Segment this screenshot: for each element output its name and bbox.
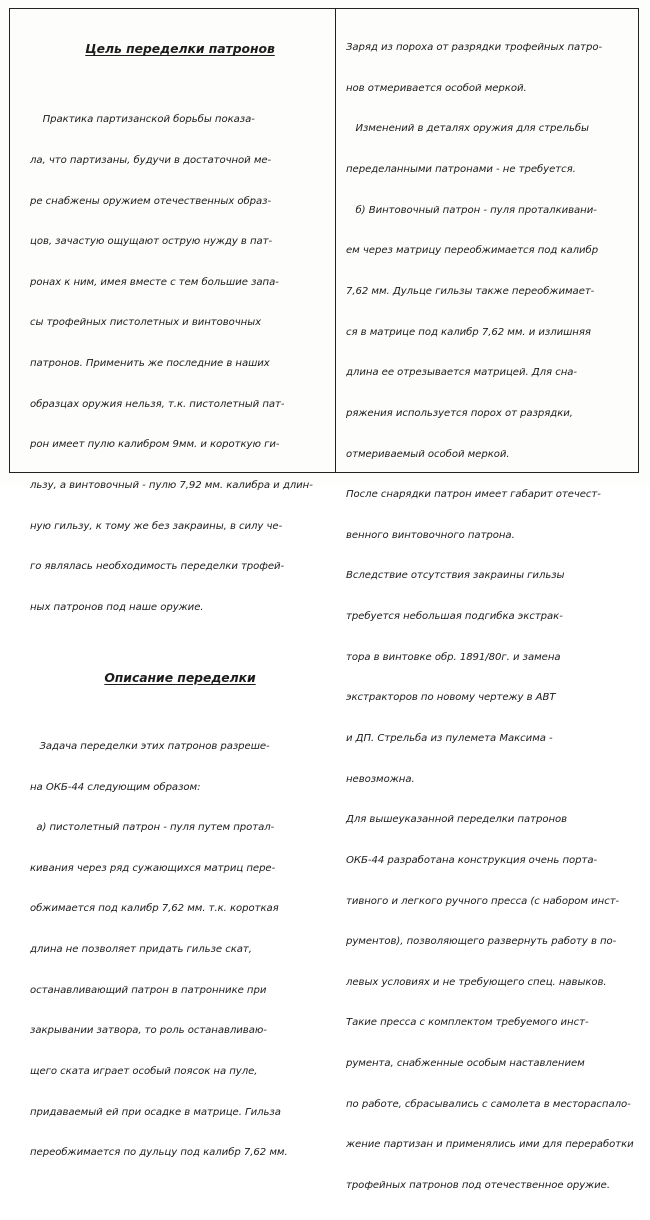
text-line: тора в винтовке обр. 1891/80г. и замена <box>346 651 561 663</box>
text-line: ся в матрице под калибр 7,62 мм. и излишняя <box>346 326 591 338</box>
text-line: Задача переделки этих патронов разреше- <box>30 740 270 752</box>
text-line: Изменений в деталях оружия для стрельбы <box>346 123 589 135</box>
text-line: обжимается под калибр 7,62 мм. т.к. короткая <box>30 903 279 915</box>
text-line: образцах оружия нельзя, т.к. пистолетный пат- <box>30 398 285 410</box>
text-line: жение партизан и применялись ими для переработки <box>346 1139 634 1151</box>
text-line: требуется небольшая подгибка экстрак- <box>346 611 563 623</box>
goal-paragraph <box>30 86 330 641</box>
text-line: и ДП. Стрельба из пулемета Максима - <box>346 732 553 744</box>
text-line: патронов. Применить же последние в наших <box>30 358 270 370</box>
heading-description: Описание переделки <box>104 669 256 685</box>
text-line: б) Винтовочный патрон - пуля проталкивани- <box>346 204 597 216</box>
text-line: длина не позволяет придать гильзе скат, <box>30 944 252 956</box>
text-line: Вследствие отсутствия закраины гильзы <box>346 570 565 582</box>
left-column <box>30 14 330 1214</box>
text-line: трофейных патронов под отечественное оружие. <box>346 1180 611 1192</box>
text-line: экстракторов по новому чертежу в АВТ <box>346 692 556 704</box>
text-line: ных патронов под наше оружие. <box>30 601 204 613</box>
text-line: закрывании затвора, то роль останавливаю- <box>30 1025 267 1037</box>
text-line: останавливающий патрон в патроннике при <box>30 984 267 996</box>
text-line: Заряд из пороха от разрядки трофейных патро- <box>346 42 603 54</box>
column-divider <box>335 8 336 473</box>
text-line: 7,62 мм. Дульце гильзы также переобжимает- <box>346 285 595 297</box>
text-line: длина ее отрезывается матрицей. Для сна- <box>346 367 577 379</box>
text-line: ряжения используется порох от разрядки, <box>346 407 573 419</box>
text-line: невозможна. <box>346 773 415 785</box>
text-line: переделанными патронами - не требуется. <box>346 164 576 176</box>
text-line: а) пистолетный патрон - пуля путем протал- <box>30 822 275 834</box>
text-line: кивания через ряд сужающихся матриц пере- <box>30 862 276 874</box>
text-line: го являлась необходимость переделки трофей- <box>30 561 285 573</box>
text-line: по работе, сбрасывались с самолета в местораспало- <box>346 1098 631 1110</box>
right-column <box>346 14 636 1220</box>
text-line: ре снабжены оружием отечественных образ- <box>30 195 272 207</box>
description-paragraph <box>30 713 330 1187</box>
text-line: нов отмеривается особой меркой. <box>346 82 527 94</box>
heading-goal: Цель переделки патронов <box>85 41 275 57</box>
text-line: ронах к ним, имея вместе с тем большие запа- <box>30 276 279 288</box>
text-line: щего ската играет особый поясок на пуле, <box>30 1066 258 1078</box>
text-line: тивного и легкого ручного пресса (с набором инст- <box>346 895 620 907</box>
text-line: венного винтовочного патрона. <box>346 529 515 541</box>
text-line: рументов), позволяющего развернуть работу в по- <box>346 936 617 948</box>
text-line: ную гильзу, к тому же без закраины, в силу че- <box>30 520 283 532</box>
text-line: румента, снабженные особым наставлением <box>346 1058 585 1070</box>
text-line: отмериваемый особой меркой. <box>346 448 510 460</box>
text-line: Практика партизанской борьбы показа- <box>30 114 255 126</box>
text-line: ем через матрицу переобжимается под калибр <box>346 245 599 257</box>
text-line: Для вышеуказанной переделки патронов <box>346 814 568 826</box>
text-line: цов, зачастую ощущают острую нужду в пат- <box>30 236 273 248</box>
text-line: льзу, а винтовочный - пулю 7,92 мм. калибра и длин- <box>30 480 313 492</box>
text-line: После снарядки патрон имеет габарит отечест- <box>346 489 601 501</box>
text-line: переобжимается по дульцу под калибр 7,62 мм. <box>30 1147 288 1159</box>
text-line: Такие пресса с комплектом требуемого инст- <box>346 1017 589 1029</box>
text-line: ОКБ-44 разработана конструкция очень порта- <box>346 854 598 866</box>
text-line: сы трофейных пистолетных и винтовочных <box>30 317 262 329</box>
text-line: на ОКБ-44 следующим образом: <box>30 781 201 793</box>
text-line: рон имеет пулю калибром 9мм. и короткую ги- <box>30 439 280 451</box>
text-line: левых условиях и не требующего спец. навыков. <box>346 976 607 988</box>
text-line: придаваемый ей при осадке в матрице. Гильза <box>30 1106 281 1118</box>
text-line: ла, что партизаны, будучи в достаточной ме- <box>30 154 272 166</box>
